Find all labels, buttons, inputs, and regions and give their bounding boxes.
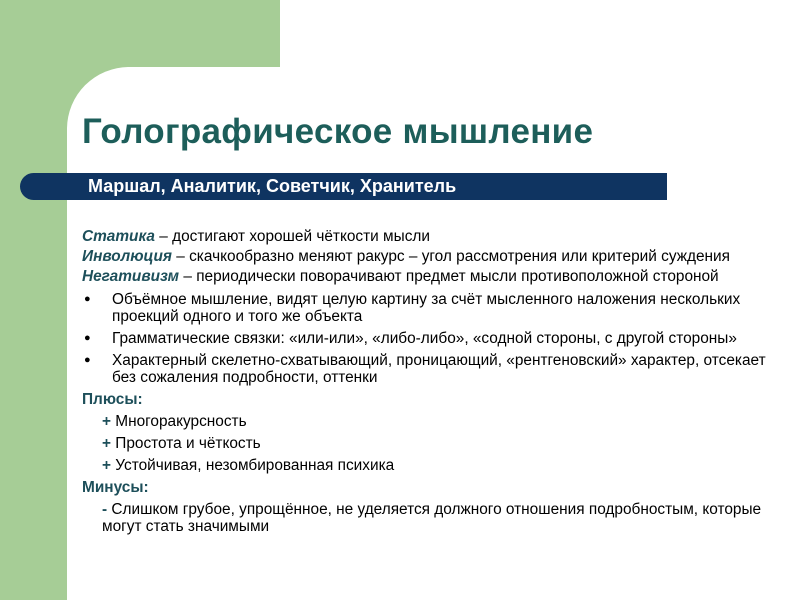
term: Инволюция bbox=[82, 248, 172, 265]
point-negativism bbox=[82, 268, 772, 285]
pros-item bbox=[82, 457, 772, 474]
plus-sign: + bbox=[102, 457, 111, 474]
pros-text: Многоракурсность bbox=[111, 413, 247, 430]
pros-text: Устойчивая, незомбированная психика bbox=[111, 457, 395, 474]
decor-green-strip bbox=[0, 0, 67, 600]
bullet-item: ● Объёмное мышление, видят целую картину за счёт мысленного наложения нескольких проекций одного и того же объекта bbox=[82, 291, 772, 325]
cons-heading: Минусы: bbox=[82, 479, 149, 496]
plus-sign: + bbox=[102, 435, 111, 452]
point-involution bbox=[82, 248, 772, 265]
subtitle-banner-text: Маршал, Аналитик, Советчик, Хранитель bbox=[88, 176, 457, 196]
point-text: – периодически поворачивают предмет мысли противоположной стороной bbox=[179, 268, 719, 285]
pros-heading: Плюсы: bbox=[82, 391, 143, 408]
slide-body bbox=[82, 228, 772, 535]
minus-sign: - bbox=[102, 501, 108, 518]
slide-title: Голографическое мышление bbox=[82, 112, 594, 151]
pros-text: Простота и чёткость bbox=[111, 435, 261, 452]
point-text: – достигают хорошей чёткости мысли bbox=[155, 228, 430, 245]
plus-sign: + bbox=[102, 413, 111, 430]
point-text: – скачкообразно меняют ракурс – угол рассмотрения или критерий суждения bbox=[171, 248, 730, 265]
pros-item bbox=[82, 435, 772, 452]
term: Статика bbox=[82, 228, 155, 245]
point-statics bbox=[82, 228, 772, 245]
cons-item bbox=[82, 501, 772, 535]
cons-text: Слишком грубое, упрощённое, не уделяется должного отношения подробностым, которые могут стать значимыми bbox=[102, 501, 762, 535]
term: Негативизм bbox=[82, 268, 180, 285]
pros-item bbox=[82, 413, 772, 430]
bullet-item: ● Характерный скелетно-схватывающий, проницающий, «рентгеновский» характер, отсекает без сожаления подробности, оттенки bbox=[82, 352, 772, 386]
bullet-item: ● Грамматические связки: «или-или», «либо-либо», «содной стороны, с другой стороны» bbox=[82, 330, 772, 347]
